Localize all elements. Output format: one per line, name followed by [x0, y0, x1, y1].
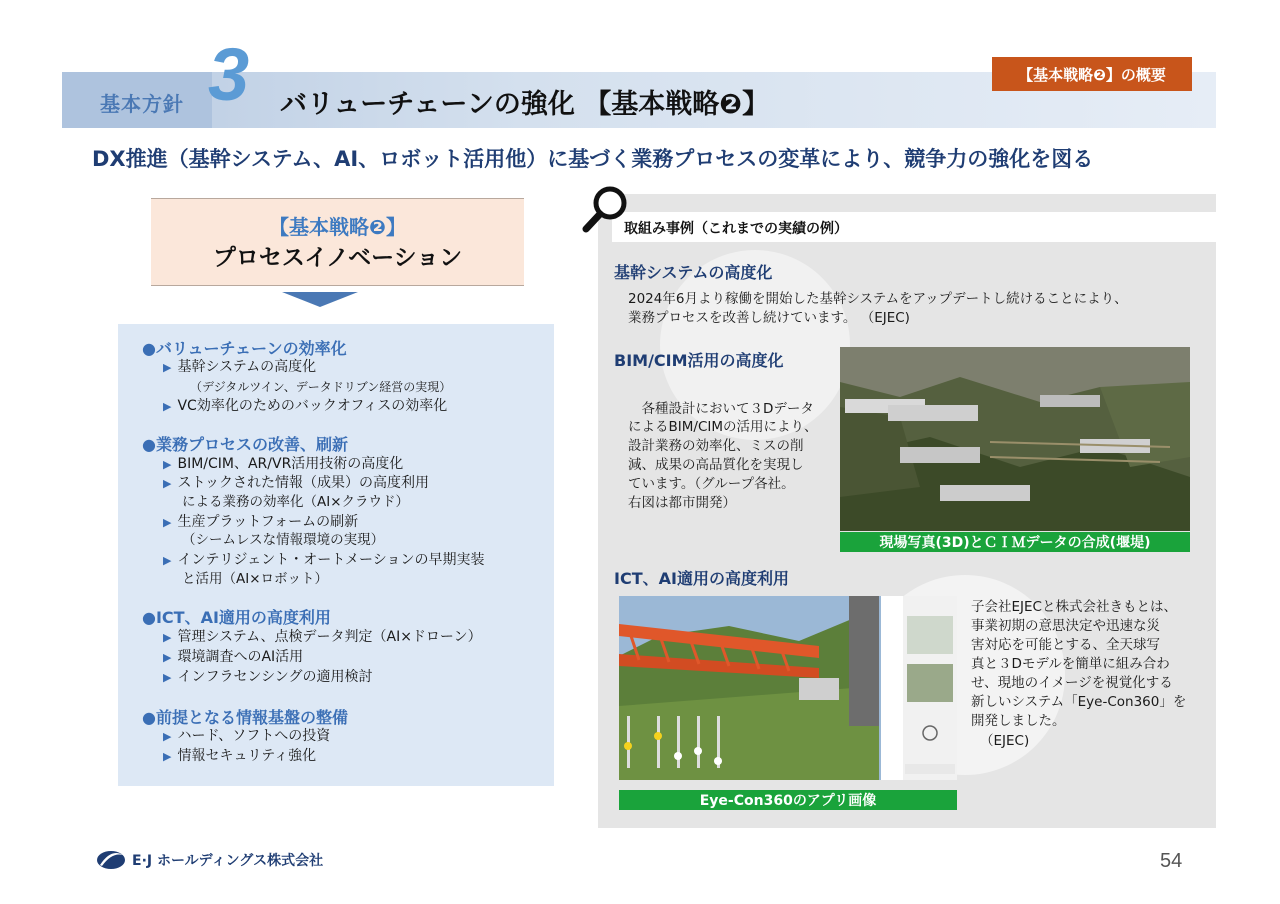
policy-label: 基本方針 — [100, 92, 184, 116]
list-item: ▶ インフラセンシングの適用検討 — [163, 669, 373, 685]
body-line: 減、成果の高品質化を実現し — [628, 457, 804, 473]
body-line: せ、現地のイメージを視覚化する — [971, 675, 1173, 691]
list-item-cont: と活用（AI×ロボット） — [182, 571, 329, 587]
list-item: ▶ ストックされた情報（成果）の高度利用 — [163, 475, 430, 491]
body-line: 右図は都市開発） — [628, 495, 736, 511]
list-item: ▶ BIM/CIM、AR/VR活用技術の高度化 — [163, 456, 404, 472]
body-line: 真と３Dモデルを簡単に組み合わ — [971, 656, 1170, 672]
logo-swoosh-icon — [96, 850, 126, 870]
strategy-box — [151, 198, 524, 286]
eyecon360-app-image — [619, 596, 957, 780]
triangle-bullet-icon: ▶ — [163, 516, 172, 529]
list-item: ▶ 環境調査へのAI活用 — [163, 649, 304, 665]
section-heading: BIM/CIM活用の高度化 — [614, 351, 784, 370]
triangle-bullet-icon: ▶ — [163, 750, 172, 763]
magnifier-icon — [580, 183, 632, 235]
body-line: 各種設計において３Dデータ — [628, 401, 814, 417]
triangle-bullet-icon: ▶ — [163, 651, 172, 664]
page-title: バリューチェーンの強化 【基本戦略❷】 — [280, 89, 770, 120]
list-item: ▶ 基幹システムの高度化 — [163, 359, 317, 375]
down-arrow-icon — [282, 292, 358, 307]
list-item: ▶ 情報セキュリティ強化 — [163, 748, 317, 764]
overview-tag: 【基本戦略❷】の概要 — [992, 57, 1192, 91]
triangle-bullet-icon: ▶ — [163, 554, 172, 567]
body-line: 業務プロセスを改善し続けています。 （EJEC) — [628, 310, 910, 326]
dam-scene-image — [840, 347, 1190, 531]
triangle-bullet-icon: ▶ — [163, 730, 172, 743]
list-item-note: （デジタルツイン、データドリブン経営の実現） — [190, 380, 452, 394]
triangle-bullet-icon: ▶ — [163, 631, 172, 644]
case-title: 取組み事例（これまでの実績の例） — [624, 221, 848, 237]
body-line: 害対応を可能とする、全天球写 — [971, 637, 1160, 653]
body-line: 事業初期の意思決定や迅速な災 — [971, 618, 1160, 634]
triangle-bullet-icon: ▶ — [163, 477, 172, 490]
triangle-bullet-icon: ▶ — [163, 671, 172, 684]
body-line: によるBIM/CIMの活用により、 — [628, 419, 818, 435]
site-photo-cim — [840, 347, 1190, 531]
list-item-cont: による業務の効率化（AI×クラウド） — [182, 494, 410, 510]
list-item: ▶ VC効率化のためのバックオフィスの効率化 — [163, 398, 448, 414]
body-line: 開発しました。 — [971, 713, 1066, 729]
body-line: （EJEC) — [980, 733, 1030, 749]
policy-number: 3 — [208, 33, 250, 116]
triangle-bullet-icon: ▶ — [163, 458, 172, 471]
strategy-label: 【基本戦略❷】 — [269, 215, 406, 239]
list-item-note: （シームレスな情報環境の実現） — [182, 532, 385, 548]
page-number: 54 — [1160, 850, 1183, 872]
list-item: ▶ 管理システム、点検データ判定（AI×ドローン） — [163, 629, 482, 645]
strategy-divider — [151, 285, 524, 286]
page-subtitle: DX推進（基幹システム、AI、ロボット活用他）に基づく業務プロセスの変革により、競争力の強化を図る — [92, 147, 1094, 171]
photo-caption: 現場写真(3D)とＣＩＭデータの合成(堰堤) — [840, 532, 1190, 552]
company-name: E·J ホールディングス株式会社 — [132, 853, 324, 869]
body-line: 2024年6月より稼働を開始した基幹システムをアップデートし続けることにより、 — [628, 291, 1128, 307]
section-heading: ●バリューチェーンの効率化 — [142, 339, 347, 358]
body-line: ています。（グループ各社。 — [628, 476, 795, 492]
section-heading: ICT、AI適用の高度利用 — [614, 569, 789, 588]
section-heading: 基幹システムの高度化 — [614, 263, 773, 282]
body-line: 子会社EJECと株式会社きもとは、 — [971, 599, 1177, 615]
section-heading: ●前提となる情報基盤の整備 — [142, 708, 348, 727]
body-line: 設計業務の効率化、ミスの削 — [628, 438, 804, 454]
list-item: ▶ 生産プラットフォームの刷新 — [163, 514, 359, 530]
app-screenshot-image — [619, 596, 957, 780]
list-item: ▶ インテリジェント・オートメーションの早期実装 — [163, 552, 485, 568]
section-heading: ●ICT、AI適用の高度利用 — [142, 608, 331, 627]
triangle-bullet-icon: ▶ — [163, 361, 172, 374]
photo-caption: Eye-Con360のアプリ画像 — [619, 790, 957, 810]
body-line: 新しいシステム「Eye-Con360」を — [971, 694, 1187, 710]
section-heading: ●業務プロセスの改善、刷新 — [142, 435, 348, 454]
company-logo — [96, 850, 323, 870]
list-item: ▶ ハード、ソフトへの投資 — [163, 728, 331, 744]
strategy-name: プロセスイノベーション — [212, 245, 463, 271]
triangle-bullet-icon: ▶ — [163, 400, 172, 413]
